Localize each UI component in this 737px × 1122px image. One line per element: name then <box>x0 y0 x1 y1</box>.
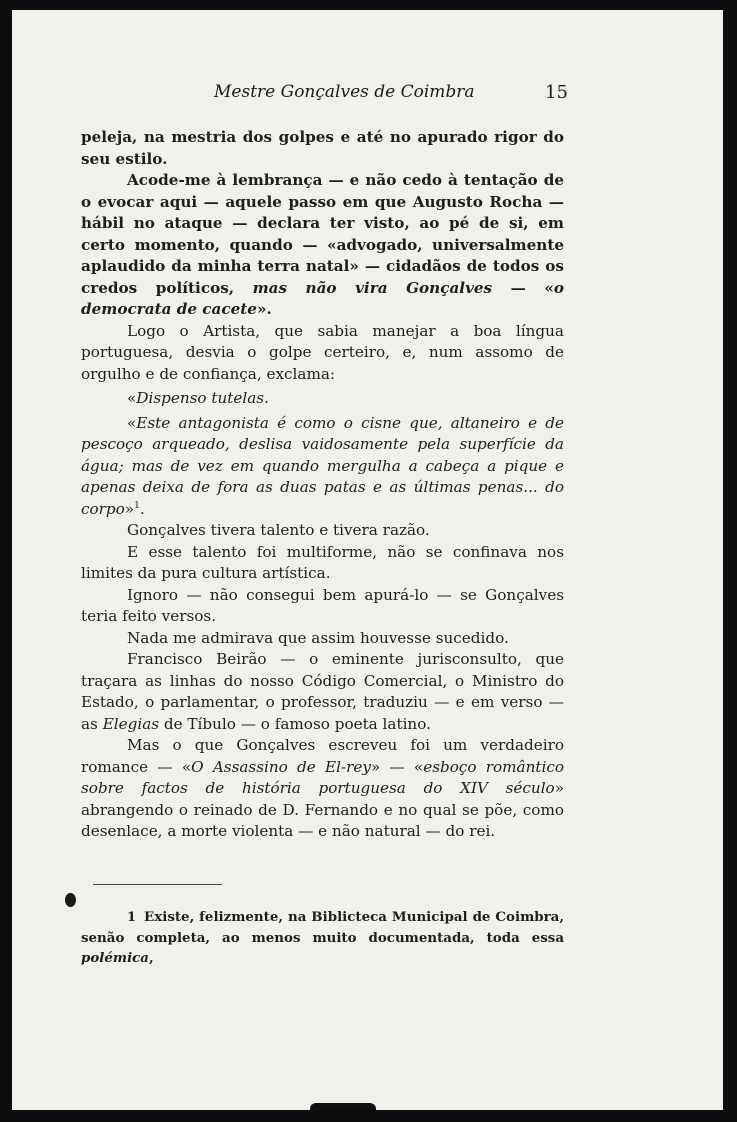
quote-2-open: « <box>127 413 137 432</box>
paragraph-7: Nada me admirava que assim houvesse sucedido. <box>127 628 509 647</box>
paragraph-9-subtitle: esboço romântico sobre factos de história portuguesa do XIV século <box>81 757 564 797</box>
paragraph-3: Logo o Artista, que sabia manejar a boa língua portuguesa, desvia o golpe certeiro, e, num assomo de orgulho e de confiança, exclama: <box>81 321 564 383</box>
quote-1 <box>127 388 564 410</box>
paragraph-1: peleja, na mestria dos golpes e até no apurado rigor do seu estilo. <box>81 128 564 168</box>
footnote-divider <box>93 884 222 885</box>
quote-2-close: » <box>124 499 135 518</box>
footnote-reference: 1 <box>134 500 140 511</box>
page-number: 15 <box>545 82 568 103</box>
quote-1-text: Dispenso tutelas. <box>136 389 269 407</box>
paragraph-2 <box>81 170 564 321</box>
footnote-paragraph <box>81 907 564 968</box>
paragraph-4: Gonçalves tivera talento e tivera razão. <box>127 521 430 539</box>
paragraph-9-text: Mas o que Gonçalves escreveu foi um verdadeiro romance — « <box>81 736 564 776</box>
quote-2 <box>81 413 564 521</box>
paragraph-9-end: » abrangendo o reinado de D. Fernando e no qual se põe, como desenlace, a morte violenta — e não natural — do rei. <box>81 779 564 840</box>
paragraph-2-quote: o democrata de cacete <box>81 278 564 318</box>
footnote-text: Existe, felizmente, na Biblicteca Municipal de Coimbra, senão completa, ao menos muito documentada, toda essa <box>81 909 564 946</box>
running-title: Mestre Gonçalves de Coimbra <box>214 82 475 102</box>
paragraph-8-text: Francisco Beirão — o eminente jurisconsulto, que traçara as linhas do nosso Código Comercial, o Ministro do Estado, o parlamentar, o professor, traduziu — e em verso — as <box>81 650 564 733</box>
paragraph-9-sep: » — « <box>370 757 424 776</box>
paragraph-5: E esse talento foi multiforme, não se confinava nos limites da pura cultura artística. <box>81 542 564 582</box>
paragraph-6: Ignoro — não consegui bem apurá-lo — se Gonçalves teria feito versos. <box>81 585 564 625</box>
quote-2-end: . <box>139 499 145 518</box>
footnote-mark: 1 <box>127 910 137 925</box>
paragraph-2-dash: — « <box>492 278 554 297</box>
quote-2-text: Este antagonista é como o cisne que, altaneiro e de pescoço arqueado, deslisa vaidosamente pela superfície da água; mas de vez em quando mergulha a cabeça a pique e apenas deixa de fora as duas patas e as últimas penas... do corpo <box>81 413 564 518</box>
footnote-emphasis: polémica <box>81 950 149 966</box>
book-page <box>12 10 723 1110</box>
paragraph-8 <box>81 649 564 735</box>
ink-spot <box>65 893 76 907</box>
paragraph-2-text: Acode-me à lembrança — e não cedo à tentação de o evocar aqui — aquele passo em que Augusto Rocha — hábil no ataque — declara ter visto, ao pé de si, em certo momento, quando — «advogado, universalmente aplaudido da minha terra natal» — cidadãos de todos os credos políticos, <box>81 171 564 297</box>
paragraph-9 <box>81 735 564 843</box>
quote-1-open: « <box>127 389 137 407</box>
paragraph-8-title: Elegias <box>102 714 160 733</box>
scan-smudge <box>310 1103 376 1110</box>
paragraph-2-emphasis: mas não vira Gonçalves <box>252 278 493 297</box>
footnote <box>81 907 564 968</box>
running-header <box>12 82 723 110</box>
footnote-end: , <box>149 950 154 966</box>
body-text <box>81 127 564 843</box>
paragraph-9-title: O Assassino de El-rey <box>191 757 371 776</box>
paragraph-8-end: de Tíbulo — o famoso poeta latino. <box>159 714 431 733</box>
paragraph-2-end: ». <box>256 300 272 318</box>
